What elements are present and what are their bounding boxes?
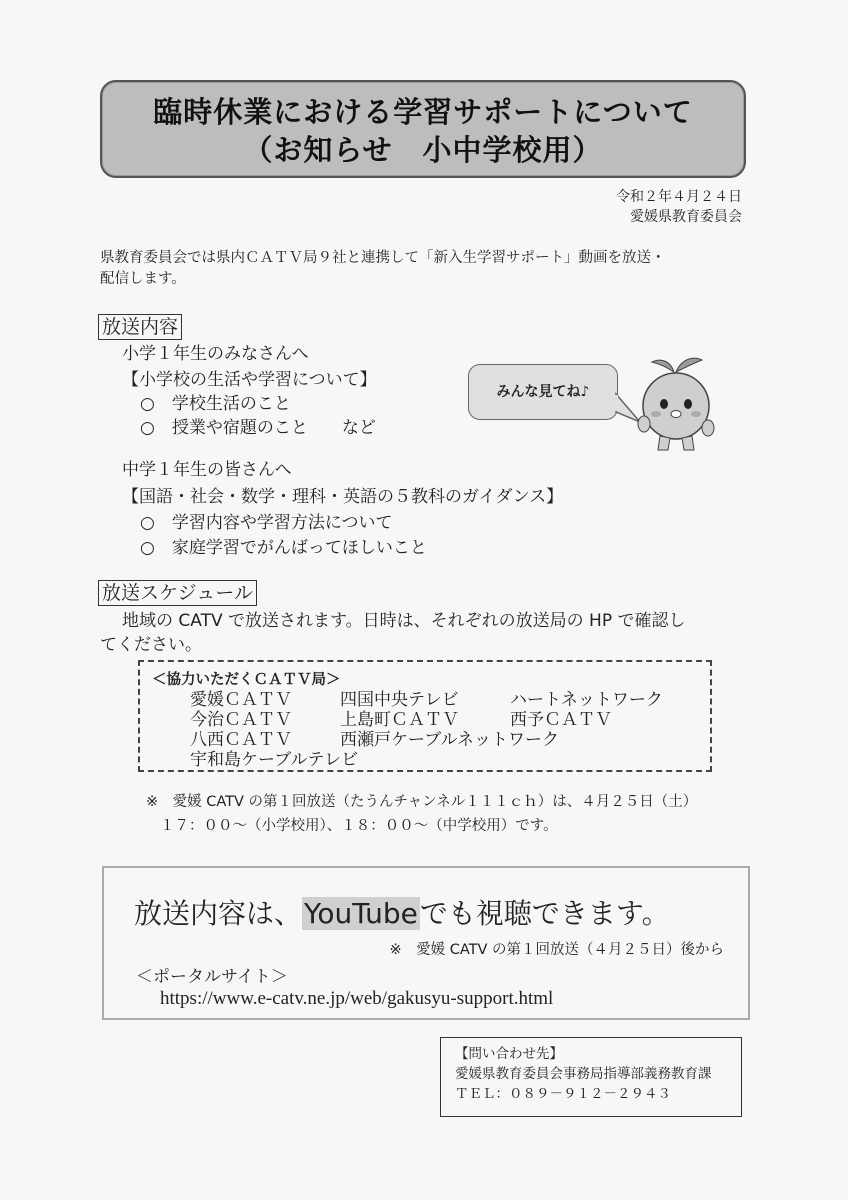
issuer: 愛媛県教育委員会 [630, 209, 742, 225]
station: 上島町ＣＡＴＶ [340, 710, 459, 730]
contact-department: 愛媛県教育委員会事務局指導部義務教育課 [455, 1066, 712, 1082]
schedule-line-1: 地域の CATV で放送されます。日時は、それぞれの放送局の HP で確認し [122, 611, 686, 631]
youtube-highlight: YouTube [304, 897, 418, 930]
title-line-1: 臨時休業における学習サポートについて [153, 95, 693, 129]
contact-tel: ＴＥＬ：０８９－９１２－２９４３ [455, 1086, 671, 1102]
issue-date: 令和２年４月２４日 [616, 189, 742, 205]
mascot-icon [630, 350, 722, 460]
contact-box [440, 1037, 742, 1117]
station: 八西ＣＡＴＶ [190, 730, 292, 750]
youtube-box [102, 866, 750, 1020]
elementary-item-1: ○ 学校生活のこと [140, 394, 291, 414]
station: 西予ＣＡＴＶ [510, 710, 612, 730]
junior-high-title: 中学１年生の皆さんへ [122, 460, 292, 480]
schedule-line-2: てください。 [100, 635, 202, 655]
catv-title: ＜協力いただくＣＡＴＶ局＞ [152, 672, 341, 688]
elementary-item-2: ○ 授業や宿題のこと など [140, 418, 376, 438]
title-line-2: （お知らせ 小中学校用） [243, 133, 603, 167]
intro-line-1: 県教育委員会では県内ＣＡＴＶ局９社と連携して「新入生学習サポート」動画を放送・ [100, 250, 666, 266]
junior-high-item-1: ○ 学習内容や学習方法について [140, 513, 393, 533]
portal-url-link[interactable]: https://www.e-catv.ne.jp/web/gakusyu-support.html [160, 988, 554, 1009]
station: 今治ＣＡＴＶ [190, 710, 292, 730]
station: 宇和島ケーブルテレビ [190, 750, 359, 770]
elementary-title: 小学１年生のみなさんへ [122, 344, 309, 364]
schedule-note-line-1: ※ 愛媛 CATV の第１回放送（たうんチャンネル１１１ｃｈ）は、４月２５日（土） [146, 794, 698, 810]
youtube-headline [134, 892, 670, 932]
station: 四国中央テレビ [340, 690, 459, 710]
content-heading: 放送内容 [98, 314, 182, 340]
elementary-subtitle: 【小学校の生活や学習について】 [122, 370, 377, 390]
junior-high-item-2: ○ 家庭学習でがんばってほしいこと [140, 538, 427, 558]
station: 愛媛ＣＡＴＶ [190, 690, 292, 710]
junior-high-subtitle: 【国語・社会・数学・理科・英語の５教科のガイダンス】 [122, 487, 564, 507]
youtube-text-after: でも視聴できます。 [419, 897, 670, 930]
speech-bubble: みんな見てね♪ [468, 364, 618, 420]
youtube-note: ※ 愛媛 CATV の第１回放送（４月２５日）後から [389, 942, 724, 958]
catv-station-box [138, 660, 712, 772]
contact-label: 【問い合わせ先】 [455, 1046, 563, 1062]
schedule-heading: 放送スケジュール [98, 580, 257, 606]
station: 西瀬戸ケーブルネットワーク [340, 730, 559, 750]
station: ハートネットワーク [510, 690, 663, 710]
schedule-note-line-2: １７：００～（小学校用）、１８：００～（中学校用）です。 [160, 818, 558, 834]
youtube-text-before: 放送内容は、 [134, 897, 303, 930]
title-banner [100, 80, 746, 178]
portal-label: ＜ポータルサイト＞ [136, 967, 288, 987]
intro-line-2: 配信します。 [100, 271, 186, 287]
